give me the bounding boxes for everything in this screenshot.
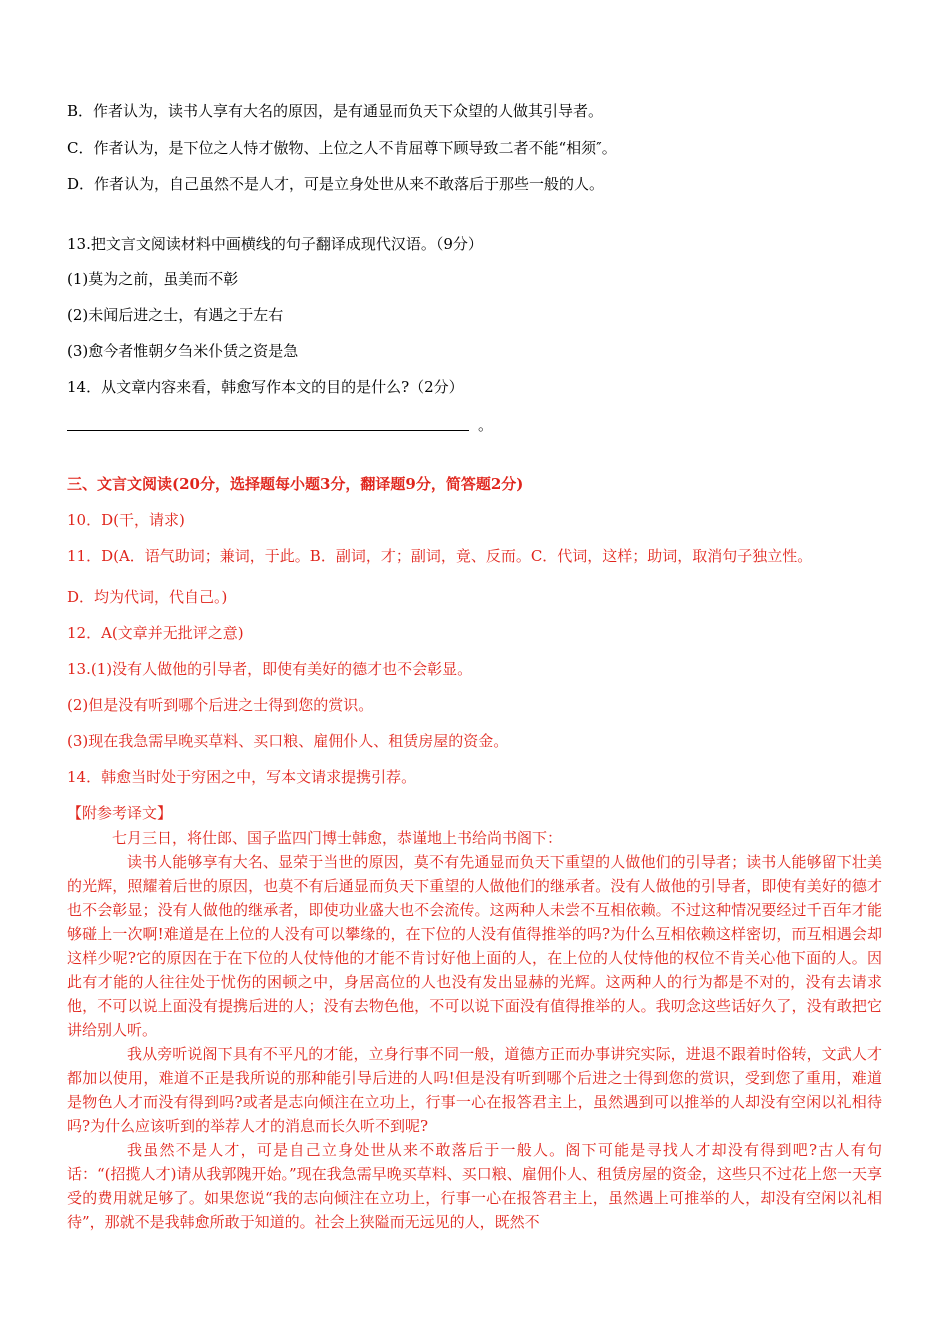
question-13-sentence-3: (3)愈今者惟朝夕刍米仆赁之资是急: [67, 342, 299, 360]
answer-period: 。: [478, 416, 494, 434]
question-14-title: 14．从文章内容来看，韩愈写作本文的目的是什么?（2分）: [67, 378, 464, 396]
option-b: B．作者认为，读书人享有大名的原因，是有通显而负天下众望的人做其引导者。: [67, 102, 604, 120]
answer-13-2: (2)但是没有听到哪个后进之士得到您的赏识。: [67, 696, 374, 714]
reference-translation: [67, 826, 882, 1234]
translation-paragraph-2: 我从旁听说阁下具有不平凡的才能，立身行事不同一般，道德方正而办事讲究实际，进退不跟着时俗转，文武人才都加以使用，难道不正是我所说的那种能引导后进的人吗!但是没有听到哪个后进之士得到您的赏识，受到您了重用，难道是物色人才而没有得到吗?或者是志向倾注在立功上，行事一心在报答君主上，虽然遇到可以推举的人却没有空闲以礼相待吗?为什么应该听到的举荐人才的消息而长久听不到呢?: [67, 1045, 882, 1135]
question-13-sentence-1: (1)莫为之前，虽美而不彰: [67, 270, 239, 288]
option-d: D．作者认为，自己虽然不是人才，可是立身处世从来不敢落后于那些一般的人。: [67, 175, 605, 193]
answer-11: 11．D(A．语气助词；兼词，于此。B．副词，才；副词，竟、反而。C．代词，这样；助词，取消句子独立性。: [67, 547, 813, 565]
question-13-title: 13.把文言文阅读材料中画横线的句子翻译成现代汉语。（9分）: [67, 235, 483, 253]
answer-11-continued: D．均为代词，代自己。): [67, 588, 228, 606]
answer-13-3: (3)现在我急需早晚买草料、买口粮、雇佣仆人、租赁房屋的资金。: [67, 732, 509, 750]
answer-12: 12．A(文章并无批评之意): [67, 624, 244, 642]
answer-10: 10．D(干，请求): [67, 511, 185, 529]
translation-paragraph-3: 我虽然不是人才，可是自己立身处世从来不敢落后于一般人。阁下可能是寻找人才却没有得到吧?古人有句话：“(招揽人才)请从我郭隗开始。”现在我急需早晚买草料、买口粮、雇佣仆人、租赁房屋的资金，这些只不过花上您一天享受的费用就足够了。如果您说“我的志向倾注在立功上，行事一心在报答君主上，虽然遇上可推举的人，却没有空闲以礼相待”，那就不是我韩愈所敢于知道的。社会上狭隘而无远见的人，既然不: [67, 1141, 882, 1231]
question-13-sentence-2: (2)未闻后进之士，有遇之于左右: [67, 306, 284, 324]
answer-13-1: 13.(1)没有人做他的引导者，即使有美好的德才也不会彰显。: [67, 660, 473, 678]
option-c: C．作者认为，是下位之人恃才傲物、上位之人不肯屈尊下顾导致二者不能“相须″。: [67, 139, 617, 157]
answer-14: 14．韩愈当时处于穷困之中，写本文请求提携引荐。: [67, 768, 417, 786]
translation-paragraph-0: 七月三日，将仕郎、国子监四门博士韩愈，恭谨地上书给尚书阁下：: [112, 829, 563, 847]
translation-label: 【附参考译文】: [67, 804, 173, 822]
answer-section-heading: 三、文言文阅读(20分，选择题每小题3分，翻译题9分，简答题2分): [67, 475, 524, 493]
translation-paragraph-1: 读书人能够享有大名、显荣于当世的原因，莫不有先通显而负天下重望的人做他们的引导者；读书人能够留下壮美的光辉，照耀着后世的原因，也莫不有后通显而负天下重望的人做他们的继承者。没有人做他的引导者，即使有美好的德才也不会彰显；没有人做他的继承者，即使功业盛大也不会流传。这两种人未尝不互相依赖。不过这种情况要经过千百年才能够碰上一次啊!难道是在上位的人没有可以攀缘的，在下位的人没有值得推举的吗?为什么互相依赖这样密切，而互相遇会却这样少呢?它的原因在于在下位的人仗恃他的才能不肯讨好他上面的人，在上位的人仗恃他的权位不肯关心他下面的人。因此有才能的人往往处于忧伤的困顿之中，身居高位的人也没有发出显赫的光辉。这两种人的行为都是不对的，没有去请求他，不可以说上面没有提携后进的人；没有去物色他，不可以说下面没有值得推举的人。我叨念这些话好久了，没有敢把它讲给别人听。: [67, 853, 882, 1039]
answer-blank-line: [67, 430, 469, 431]
